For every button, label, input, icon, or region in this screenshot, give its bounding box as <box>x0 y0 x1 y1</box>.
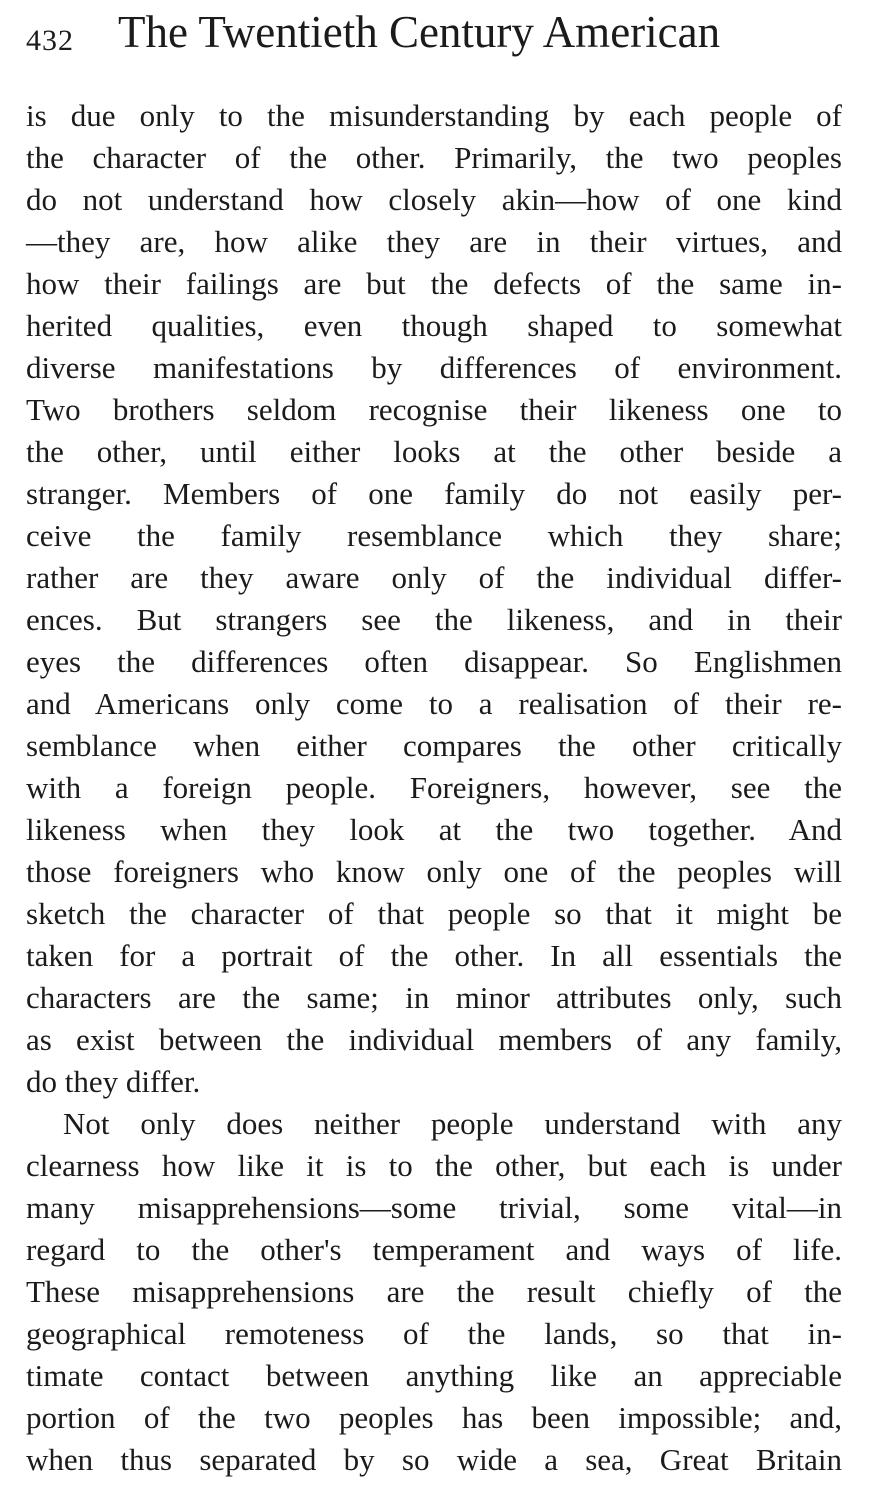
text-line: do they differ. <box>26 1064 201 1099</box>
text-line: These misapprehensions are the result chiefly of the <box>26 1274 842 1309</box>
body-text <box>26 95 842 1481</box>
text-line: as exist between the individual members of any family, <box>26 1022 842 1057</box>
text-line: taken for a portrait of the other. In all essentials the <box>26 938 842 973</box>
text-line: eyes the differences often disappear. So Englishmen <box>26 644 842 679</box>
text-line: semblance when either compares the other critically <box>26 728 842 763</box>
text-line: Not only does neither people understand with any <box>63 1106 842 1141</box>
text-line: sketch the character of that people so that it might be <box>26 896 842 931</box>
paragraph <box>26 1103 842 1481</box>
text-line: characters are the same; in minor attributes only, such <box>26 980 842 1015</box>
text-line: the other, until either looks at the other beside a <box>26 434 842 469</box>
text-line: clearness how like it is to the other, but each is under <box>26 1148 842 1183</box>
text-line: with a foreign people. Foreigners, however, see the <box>26 770 842 805</box>
text-line: how their failings are but the defects of the same in- <box>26 266 842 301</box>
text-line: ceive the family resemblance which they share; <box>26 518 842 553</box>
text-line: those foreigners who know only one of the peoples will <box>26 854 842 889</box>
text-line: likeness when they look at the two together. And <box>26 812 842 847</box>
text-line: timate contact between anything like an appreciable <box>26 1358 842 1393</box>
text-line: rather are they aware only of the individual differ- <box>26 560 842 595</box>
text-line: do not understand how closely akin—how of one kind <box>26 182 842 217</box>
text-line: geographical remoteness of the lands, so that in- <box>26 1316 842 1351</box>
text-line: is due only to the misunderstanding by each people of <box>26 98 842 133</box>
text-line: many misapprehensions—some trivial, some vital—in <box>26 1190 842 1225</box>
text-line: portion of the two peoples has been impossible; and, <box>26 1400 842 1435</box>
page-number: 432 <box>26 24 74 57</box>
text-line: diverse manifestations by differences of environment. <box>26 350 842 385</box>
text-line: ences. But strangers see the likeness, and in their <box>26 602 842 637</box>
text-line: and Americans only come to a realisation of their re- <box>26 686 842 721</box>
running-head: The Twentieth Century American <box>118 7 721 57</box>
text-line: Two brothers seldom recognise their likeness one to <box>26 392 842 427</box>
text-line: herited qualities, even though shaped to somewhat <box>26 308 842 343</box>
text-line: —they are, how alike they are in their virtues, and <box>26 224 842 259</box>
text-line: regard to the other's temperament and ways of life. <box>26 1232 842 1267</box>
text-line: when thus separated by so wide a sea, Great Britain <box>26 1442 842 1477</box>
paragraph <box>26 95 842 1103</box>
text-line: the character of the other. Primarily, the two peoples <box>26 140 842 175</box>
page-header <box>26 4 846 64</box>
text-line: stranger. Members of one family do not easily per- <box>26 476 842 511</box>
